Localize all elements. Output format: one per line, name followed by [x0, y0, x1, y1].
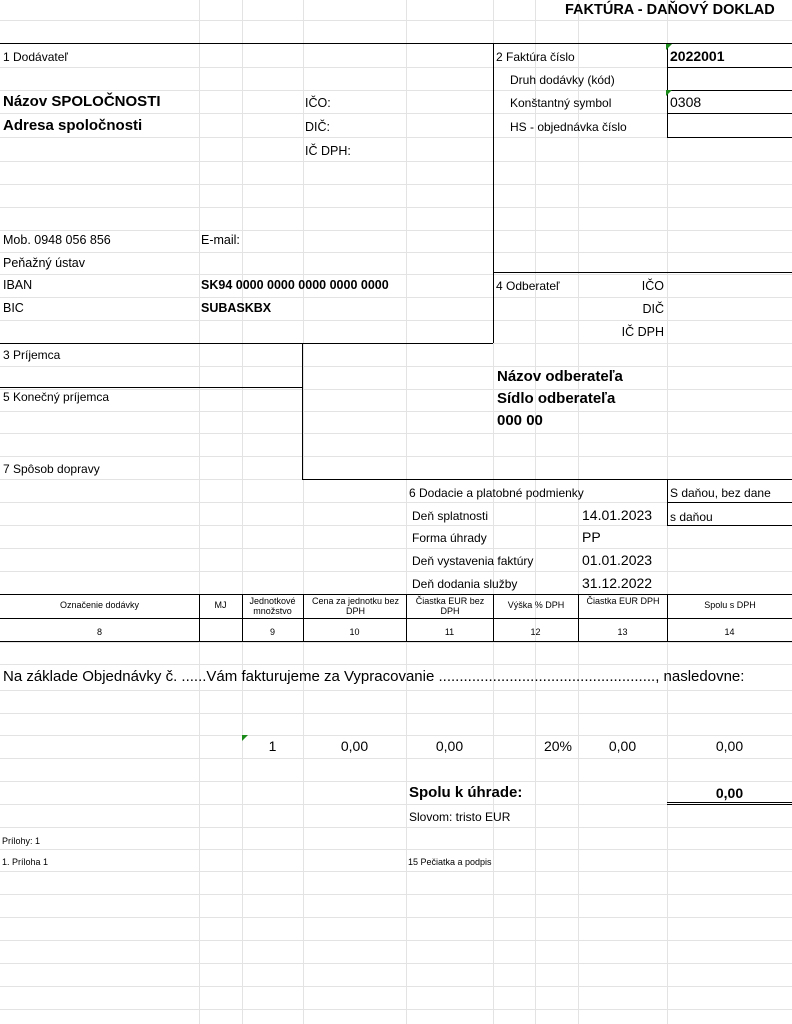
- column-number: 9: [269, 627, 275, 637]
- amount-in-words: Slovom: tristo EUR: [409, 810, 511, 824]
- order-number-label: HS - objednávka číslo: [510, 120, 627, 134]
- supplier-icdph-label: IČ DPH:: [305, 144, 351, 158]
- transport-label: 7 Spôsob dopravy: [3, 462, 100, 476]
- column-header: Jednotkové množstvo: [249, 596, 296, 616]
- row-unit-price: 0,00: [340, 738, 369, 754]
- stamp-signature-label: 15 Pečiatka a podpis: [408, 857, 492, 867]
- attachment-item: 1. Príloha 1: [2, 857, 49, 867]
- customer-ico-label: IČO: [641, 279, 664, 293]
- row-vat-rate: 20%: [543, 738, 572, 754]
- column-number: 11: [444, 627, 455, 637]
- tax-option-value: s daňou: [670, 510, 713, 524]
- customer-dic-label: DIČ: [642, 302, 664, 316]
- supplier-iban: SK94 0000 0000 0000 0000 0000: [201, 278, 389, 292]
- basis-text: Na základe Objednávky č. ......Vám fakturujeme za Vypracovanie ...................................................., nasledovne:: [3, 668, 745, 685]
- row-amount: 0,00: [435, 738, 464, 754]
- column-header: Cena za jednotku bez DPH: [311, 596, 400, 616]
- supplier-iban-label: IBAN: [3, 278, 33, 292]
- column-number: 12: [530, 627, 541, 637]
- column-header: Označenie dodávky: [59, 600, 140, 610]
- supplier-bic: SUBASKBX: [201, 301, 272, 315]
- attachments-label: Prílohy: 1: [2, 836, 41, 846]
- column-header: MJ: [214, 600, 227, 610]
- column-number: 14: [724, 627, 735, 637]
- customer-address: Sídlo odberateľa: [497, 390, 616, 407]
- supplier-dic-label: DIČ:: [305, 120, 330, 134]
- column-number: 8: [96, 627, 102, 637]
- column-header: Čiastka EUR DPH: [586, 596, 660, 606]
- supplier-mobile: Mob. 0948 056 856: [3, 233, 111, 247]
- row-vat-amount: 0,00: [608, 738, 637, 754]
- supplier-address: Adresa spoločnosti: [3, 117, 143, 134]
- column-number: 13: [617, 627, 628, 637]
- customer-icdph-label: IČ DPH: [621, 325, 664, 339]
- tax-option-label: S daňou, bez dane: [670, 486, 771, 500]
- customer-section-label: 4 Odberateľ: [496, 279, 560, 293]
- row-total: 0,00: [715, 738, 744, 754]
- supplier-name: Názov SPOLOČNOSTI: [3, 93, 161, 110]
- customer-zip: 000 00: [497, 412, 543, 429]
- customer-name: Názov odberateľa: [497, 368, 623, 385]
- supplier-bic-label: BIC: [3, 301, 24, 315]
- column-number: 10: [349, 627, 360, 637]
- due-date-label: Deň splatnosti: [412, 509, 489, 523]
- supplier-email-label: E-mail:: [201, 233, 240, 247]
- due-date: 14.01.2023: [582, 507, 653, 523]
- supplier-ico-label: IČO:: [305, 96, 331, 110]
- column-header: Čiastka EUR bez DPH: [415, 596, 485, 616]
- supplier-bank-label: Peňažný ústav: [3, 256, 85, 270]
- delivery-date-label: Deň dodania služby: [412, 577, 518, 591]
- row-quantity: 1: [268, 738, 277, 754]
- issue-date: 01.01.2023: [582, 552, 653, 568]
- supplier-section-label: 1 Dodávateľ: [3, 50, 68, 64]
- total-label: Spolu k úhrade:: [409, 784, 523, 801]
- delivery-type-label: Druh dodávky (kód): [510, 73, 615, 87]
- column-header: Spolu s DPH: [704, 600, 756, 610]
- invoice-number-label: 2 Faktúra číslo: [496, 50, 575, 64]
- payment-form: PP: [582, 529, 601, 545]
- delivery-date: 31.12.2022: [582, 575, 653, 591]
- constant-symbol: 0308: [670, 94, 702, 110]
- constant-symbol-label: Konštantný symbol: [510, 96, 612, 110]
- terms-label: 6 Dodacie a platobné podmienky: [409, 486, 584, 500]
- issue-date-label: Deň vystavenia faktúry: [412, 554, 534, 568]
- final-recipient-label: 5 Konečný príjemca: [3, 390, 110, 404]
- column-header: Výška % DPH: [507, 600, 565, 610]
- payment-form-label: Forma úhrady: [412, 531, 487, 545]
- total-amount: 0,00: [715, 785, 744, 801]
- document-title: FAKTÚRA - DAŇOVÝ DOKLAD: [565, 2, 775, 18]
- invoice-number: 2022001: [670, 48, 725, 64]
- recipient-label: 3 Príjemca: [3, 348, 61, 362]
